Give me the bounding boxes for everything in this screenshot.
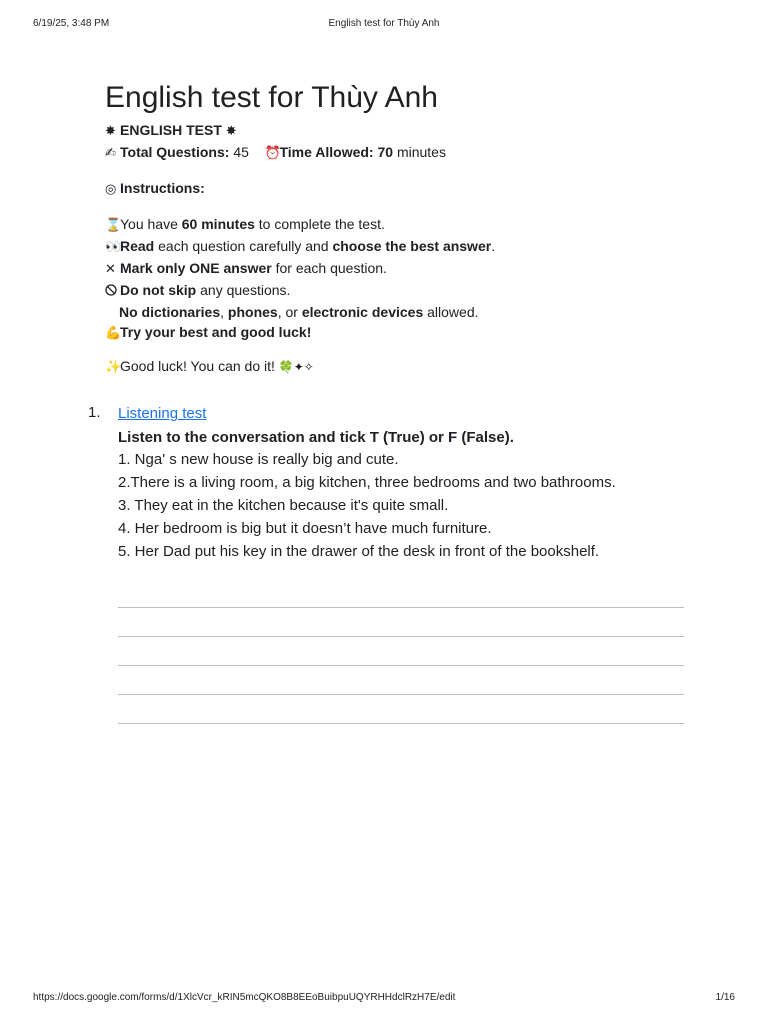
time-allowed-unit: minutes: [396, 144, 446, 160]
print-datetime: 6/19/25, 3:48 PM: [33, 18, 110, 29]
statement-3: 3. They eat in the kitchen because it's quite small.: [118, 497, 449, 514]
answer-line[interactable]: [118, 694, 684, 723]
cross-icon: ✕: [105, 262, 116, 277]
instruction-emphasis: No dictionaries: [119, 304, 221, 320]
print-page-number: 1/16: [715, 992, 735, 1003]
answer-line[interactable]: [118, 665, 684, 694]
instruction-emphasis: Do not skip: [120, 282, 197, 298]
answer-line[interactable]: [118, 636, 684, 665]
meta-line: [105, 142, 705, 164]
question-number: 1.: [88, 404, 101, 421]
answer-line[interactable]: [118, 723, 684, 752]
spacer: [105, 164, 705, 178]
time-allowed-value: 70: [377, 144, 394, 160]
closing-line: [105, 356, 705, 378]
alarm-clock-icon: ⏰: [264, 146, 281, 161]
question-instruction: Listen to the conversation and tick T (True) or F (False).: [118, 429, 514, 446]
spacer: [105, 344, 705, 356]
sparkles-icon: ✨: [105, 360, 122, 375]
total-questions-value: 45: [233, 144, 249, 160]
instruction-text: each question carefully and: [154, 238, 333, 254]
prohibited-icon: [105, 282, 120, 302]
instructions-heading: [105, 178, 705, 200]
instruction-line-read: [105, 236, 705, 258]
form-description: [105, 120, 705, 378]
star-icon: ✸: [105, 124, 116, 139]
statement-5: 5. Her Dad put his key in the drawer of the desk in front of the bookshelf.: [118, 543, 600, 560]
target-icon: ◎: [105, 182, 117, 197]
instruction-line-skip: [105, 280, 705, 302]
instruction-emphasis: Read: [120, 238, 155, 254]
instruction-emphasis: Try your best and good luck!: [120, 324, 312, 340]
instruction-line-devices: [105, 302, 705, 322]
time-allowed-label: Time Allowed:: [279, 144, 374, 160]
subtitle-line: [105, 120, 705, 142]
instructions-heading-text: Instructions:: [120, 180, 205, 196]
instruction-emphasis: Mark only ONE answer: [120, 260, 272, 276]
instruction-text: ,: [220, 304, 228, 320]
print-url: https://docs.google.com/forms/d/1XlcVcr_kRIN5mcQKO8B8EEoBuibpuUQYRHHdclRzH7E/edit: [33, 992, 456, 1003]
instruction-emphasis: electronic devices: [301, 304, 424, 320]
hourglass-icon: ⌛: [105, 218, 122, 233]
total-questions-label: Total Questions:: [120, 144, 230, 160]
spacer: [105, 200, 705, 214]
listening-test-link[interactable]: Listening test: [118, 405, 207, 422]
instruction-line-time: [105, 214, 705, 236]
instruction-text: allowed.: [423, 304, 479, 320]
clover-sparkle-icon: 🍀✦✧: [278, 360, 314, 374]
closing-text: Good luck! You can do it!: [120, 358, 279, 374]
instruction-text: .: [491, 238, 496, 254]
instruction-text: to complete the test.: [254, 216, 385, 232]
statement-4: 4. Her bedroom is big but it doesn’t have much furniture.: [118, 520, 492, 537]
instruction-line-luck: [105, 322, 705, 344]
answer-field[interactable]: [118, 607, 684, 752]
print-doc-title: English test for Thùy Anh: [328, 18, 440, 29]
subtitle-text: ENGLISH TEST: [120, 122, 222, 138]
memo-icon: ✍: [105, 146, 116, 161]
answer-line[interactable]: [118, 607, 684, 636]
instruction-text: You have: [120, 216, 182, 232]
question-body: [118, 404, 688, 563]
form-title: English test for Thùy Anh: [105, 81, 438, 114]
instruction-emphasis: choose the best answer: [332, 238, 492, 254]
star-icon: ✸: [225, 124, 237, 139]
statement-2: 2.There is a living room, a big kitchen, three bedrooms and two bathrooms.: [118, 474, 616, 491]
statement-1: 1. Nga' s new house is really big and cute.: [118, 451, 399, 468]
flexed-biceps-icon: 💪: [105, 326, 122, 341]
instruction-emphasis: phones: [227, 304, 278, 320]
instruction-emphasis: 60 minutes: [181, 216, 255, 232]
form-header: [105, 80, 705, 378]
eyes-icon: 👀: [105, 240, 122, 255]
instruction-line-mark: [105, 258, 705, 280]
instruction-text: any questions.: [196, 282, 291, 298]
instruction-text: , or: [277, 304, 302, 320]
instruction-text: for each question.: [271, 260, 387, 276]
